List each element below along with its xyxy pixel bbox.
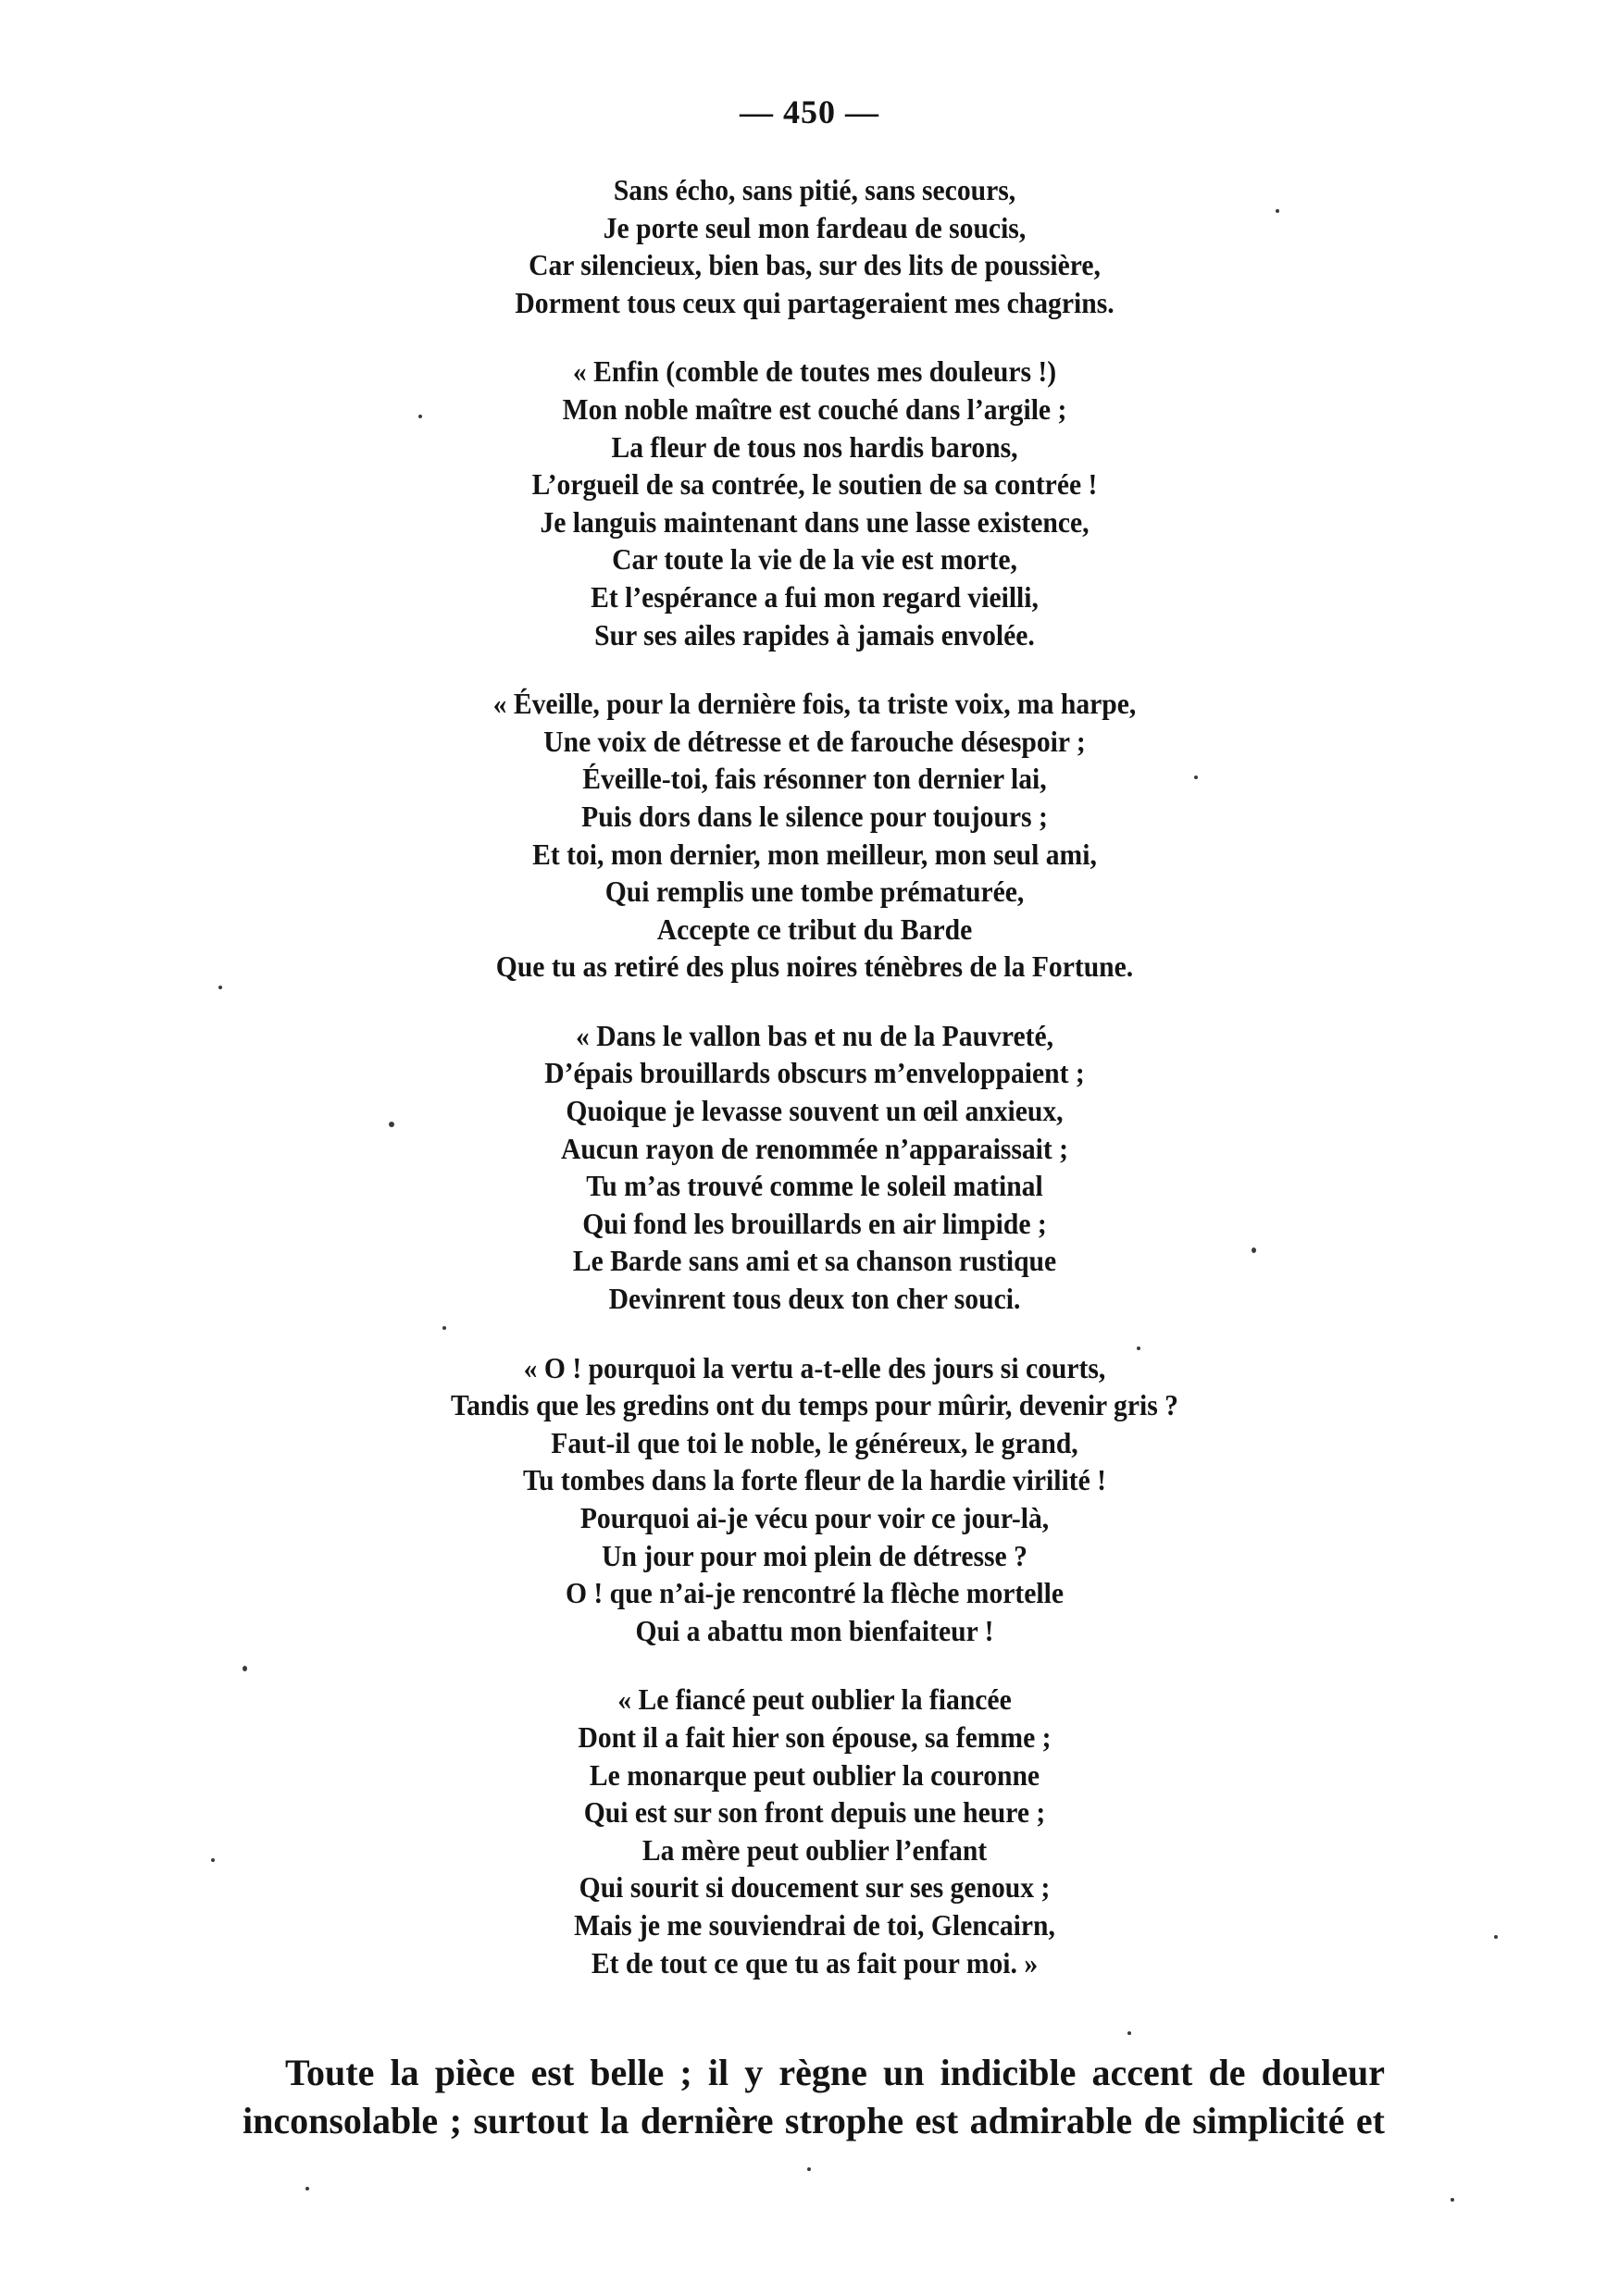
scan-speck	[1494, 1935, 1498, 1939]
scan-speck	[1137, 1347, 1140, 1350]
poem-line: Sur ses ailes rapides à jamais envolée.	[594, 618, 1035, 652]
scan-speck	[418, 415, 422, 418]
scan-speck	[442, 1326, 446, 1330]
poem	[310, 172, 1319, 1982]
poem-line: Pourquoi ai-je vécu pour voir ce jour-là,	[579, 1502, 1050, 1534]
poem-line: Aucun rayon de renommée n’apparaissait ;	[560, 1132, 1069, 1165]
poem-line: Un jour pour moi plein de détresse ?	[602, 1539, 1027, 1572]
poem-line: Mais je me souviendrai de toi, Glencairn,	[574, 1908, 1055, 1942]
poem-line: Dont il a fait hier son épouse, sa femme ;	[578, 1720, 1052, 1754]
scan-speck	[218, 986, 222, 989]
page-number: — 450 —	[740, 93, 879, 130]
prose-line: inconsolable ; surtout la dernière strophe est admirable de simplicité et	[243, 2100, 1385, 2141]
poem-line: Le monarque peut oublier la couronne	[589, 1758, 1040, 1792]
poem-line: Que tu as retiré des plus noires ténèbres de la Fortune.	[495, 950, 1134, 984]
scan-speck	[305, 2187, 309, 2191]
poem-line: « O ! pourquoi la vertu a-t-elle des jours si courts,	[523, 1351, 1106, 1384]
poem-line: Qui fond les brouillards en air limpide ;	[582, 1207, 1047, 1240]
stanza-2	[310, 354, 1319, 654]
poem-line: Qui est sur son front depuis une heure ;	[583, 1796, 1046, 1830]
poem-line: Tu m’as trouvé comme le soleil matinal	[586, 1170, 1043, 1203]
poem-line: Je porte seul mon fardeau de soucis,	[603, 211, 1027, 244]
poem-line: Faut-il que toi le noble, le généreux, le grand,	[551, 1426, 1078, 1459]
scan-speck	[807, 2167, 811, 2171]
stanza-1	[310, 172, 1319, 322]
poem-line: Quoique je levasse souvent un œil anxieux,	[566, 1095, 1064, 1128]
poem-line: Accepte ce tribut du Barde	[656, 912, 973, 946]
stanza-6	[310, 1682, 1319, 1982]
scan-speck	[1276, 209, 1279, 213]
poem-line: Car toute la vie de la vie est morte,	[612, 543, 1017, 577]
poem-line: Mon noble maître est couché dans l’argile ;	[562, 392, 1067, 426]
poem-line: Tu tombes dans la forte fleur de la hardie virilité !	[522, 1464, 1107, 1497]
stanza-4	[310, 1018, 1319, 1319]
scan-speck	[1451, 2198, 1454, 2202]
poem-line: Devinrent tous deux ton cher souci.	[608, 1283, 1021, 1316]
poem-line: « Éveille, pour la dernière fois, ta triste voix, ma harpe,	[492, 688, 1137, 721]
poem-line: L’orgueil de sa contrée, le soutien de sa contrée !	[531, 468, 1098, 502]
poem-line: Je languis maintenant dans une lasse existence,	[540, 505, 1090, 539]
scan-speck	[243, 1666, 247, 1671]
poem-line: D’épais brouillards obscurs m’enveloppaient ;	[544, 1057, 1085, 1090]
stanza-5	[310, 1350, 1319, 1651]
poem-line: Puis dors dans le silence pour toujours ;	[581, 800, 1048, 833]
scan-speck	[1127, 2031, 1131, 2035]
scan-speck	[211, 1858, 215, 1862]
poem-line: « Dans le vallon bas et nu de la Pauvreté,	[575, 1019, 1054, 1052]
poem-line: La mère peut oublier l’enfant	[641, 1833, 988, 1867]
scan-speck	[389, 1122, 394, 1127]
poem-line: Car silencieux, bien bas, sur des lits de poussière,	[529, 249, 1101, 282]
poem-line: Qui sourit si doucement sur ses genoux ;	[579, 1871, 1051, 1905]
poem-line: Et l’espérance a fui mon regard vieilli,	[591, 580, 1039, 614]
poem-line: Qui a abattu mon bienfaiteur !	[635, 1614, 994, 1647]
poem-line: O ! que n’ai-je rencontré la flèche mortelle	[565, 1577, 1065, 1610]
stanza-3	[310, 686, 1319, 987]
poem-line: Dorment tous ceux qui partageraient mes chagrins.	[515, 286, 1115, 319]
poem-line: Éveille-toi, fais résonner ton dernier lai,	[582, 763, 1047, 796]
poem-line: La fleur de tous nos hardis barons,	[611, 430, 1018, 464]
poem-line: Le Barde sans ami et sa chanson rustique	[572, 1245, 1057, 1278]
prose-paragraph	[243, 2049, 1385, 2145]
poem-line: Et toi, mon dernier, mon meilleur, mon seul ami,	[532, 838, 1097, 871]
poem-line: Tandis que les gredins ont du temps pour mûrir, devenir gris ?	[451, 1389, 1178, 1422]
scan-speck	[1252, 1247, 1256, 1253]
poem-line: « Enfin (comble de toutes mes douleurs !)	[572, 355, 1057, 389]
poem-line: Sans écho, sans pitié, sans secours,	[613, 174, 1016, 206]
poem-line: Une voix de détresse et de farouche désespoir ;	[543, 725, 1086, 758]
poem-line: Qui remplis une tombe prématurée,	[604, 875, 1025, 909]
poem-line: « Le fiancé peut oublier la fiancée	[617, 1683, 1012, 1717]
prose-line: Toute la pièce est belle ; il y règne un indicible accent de douleur	[285, 2052, 1385, 2093]
scan-speck	[1194, 776, 1198, 779]
poem-line: Et de tout ce que tu as fait pour moi. »	[591, 1946, 1039, 1980]
